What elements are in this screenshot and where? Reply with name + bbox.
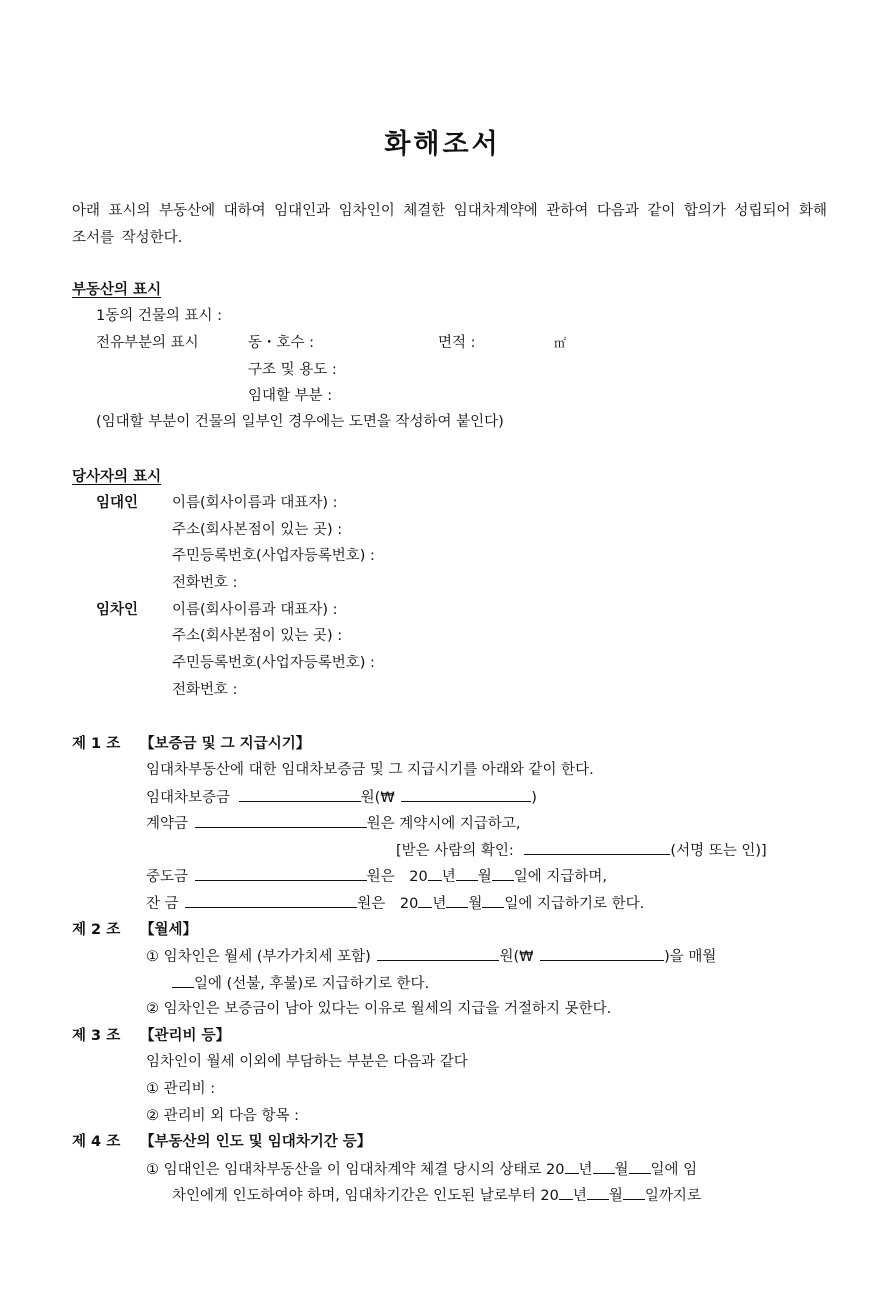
- article3-line1: 임차인이 월세 이외에 부담하는 부분은 다음과 같다: [146, 1054, 468, 1070]
- article1-number: 제 1 조: [72, 736, 121, 752]
- document-title: 화해조서: [384, 129, 501, 160]
- parties-heading: 당사자의 표시: [72, 469, 162, 485]
- contract-tail: 원은 계약시에 지급하고,: [366, 816, 521, 832]
- lessee-name: 이름(회사이름과 대표자) :: [172, 602, 338, 618]
- deposit-amount-blank[interactable]: [239, 787, 361, 802]
- article3-title: 【관리비 등】: [140, 1028, 231, 1044]
- handover-month-label: 월: [614, 1162, 629, 1178]
- intro-paragraph: 아래 표시의 부동산에 대하여 임대인과 임차인이 체결한 임대차계약에 관하여 다음과 같이 합의가 성립되어 화해조서를 작성한다.: [72, 203, 827, 246]
- receipt-tail: (서명 또는 인)]: [670, 843, 767, 859]
- middle-year-blank[interactable]: [428, 866, 442, 881]
- article2-number: 제 2 조: [72, 922, 121, 938]
- term-month-blank[interactable]: [587, 1185, 609, 1200]
- middle-year-label: 년: [441, 869, 456, 885]
- balance-year-prefix: 20: [399, 896, 419, 912]
- article2-item2: ② 임차인은 보증금이 남아 있다는 이유로 월세의 지급을 거절하지 못한다.: [146, 1001, 612, 1017]
- balance-month-label: 월: [468, 896, 483, 912]
- balance-amount-blank[interactable]: [185, 893, 357, 908]
- balance-label: 잔 금: [146, 896, 179, 912]
- middle-label: 중도금: [146, 869, 189, 885]
- term-year-label: 년: [572, 1188, 587, 1204]
- receipt-signature-blank[interactable]: [524, 840, 670, 855]
- balance-won-is: 원은: [357, 896, 386, 912]
- dong-hosu-label: 동・호수 :: [248, 335, 315, 351]
- middle-month-label: 월: [477, 869, 492, 885]
- handover-year-label: 년: [578, 1162, 593, 1178]
- balance-payment-row: [146, 893, 644, 914]
- deposit-won-label: 원(₩: [360, 790, 395, 806]
- middle-day-blank[interactable]: [492, 866, 514, 881]
- structure-label: 구조 및 용도 :: [248, 362, 337, 378]
- middle-tail: 일에 지급하며,: [513, 869, 608, 885]
- lessee-reg-no: 주민등록번호(사업자등록번호) :: [172, 655, 375, 671]
- article2-item1: [146, 946, 716, 967]
- term-day-blank[interactable]: [623, 1185, 645, 1200]
- rent-amount-blank[interactable]: [377, 946, 499, 961]
- term-month-label: 월: [608, 1188, 623, 1204]
- contract-label: 계약금: [146, 816, 189, 832]
- middle-payment-row: [146, 866, 607, 887]
- article1-title: 【보증금 및 그 지급시기】: [140, 736, 311, 752]
- article3-item1: ① 관리비 :: [146, 1081, 216, 1097]
- handover-day-blank[interactable]: [629, 1159, 651, 1174]
- article2-title: 【월세】: [140, 922, 198, 938]
- lessee-address: 주소(회사본점이 있는 곳) :: [172, 628, 343, 644]
- balance-year-blank[interactable]: [418, 893, 432, 908]
- lessor-reg-no: 주민등록번호(사업자등록번호) :: [172, 548, 375, 564]
- balance-tail: 일에 지급하기로 한다.: [504, 896, 645, 912]
- article4-number: 제 4 조: [72, 1134, 121, 1150]
- rent-day-blank[interactable]: [172, 973, 194, 988]
- lessor-name: 이름(회사이름과 대표자) :: [172, 495, 338, 511]
- deposit-row: [146, 787, 537, 808]
- contract-row: [146, 813, 521, 834]
- middle-month-blank[interactable]: [456, 866, 478, 881]
- article4-item1-text: ① 임대인은 임대차부동산을 이 임대차계약 체결 당시의 상태로 20: [146, 1162, 565, 1178]
- rent-numeric-blank[interactable]: [540, 946, 664, 961]
- contract-amount-blank[interactable]: [195, 813, 367, 828]
- lessee-phone: 전화번호 :: [172, 682, 238, 698]
- balance-year-label: 년: [432, 896, 447, 912]
- area-label: 면적 :: [438, 335, 476, 351]
- rent-monthly-label: )을 매월: [664, 949, 717, 965]
- lessee-label: 임차인: [96, 602, 139, 618]
- term-year-blank[interactable]: [559, 1185, 573, 1200]
- deposit-close-paren: ): [531, 790, 537, 806]
- handover-year-blank[interactable]: [565, 1159, 579, 1174]
- exclusive-label: 전유부분의 표시: [96, 335, 199, 351]
- lessor-address: 주소(회사본점이 있는 곳) :: [172, 522, 343, 538]
- middle-year-prefix: 20: [409, 869, 428, 885]
- article2-item1-cont-text: 일에 (선불, 후불)로 지급하기로 한다.: [194, 976, 430, 992]
- deposit-numeric-blank[interactable]: [401, 787, 531, 802]
- article4-item1-cont: [172, 1185, 701, 1206]
- handover-day-label: 일에 임: [650, 1162, 698, 1178]
- article1-line1: 임대차부동산에 대한 임대차보증금 및 그 지급시기를 아래와 같이 한다.: [146, 762, 594, 778]
- receipt-label: [받은 사람의 확인:: [396, 843, 514, 859]
- middle-won-is: 원은: [366, 869, 395, 885]
- rent-won-label: 원(₩: [499, 949, 534, 965]
- receipt-row: [396, 840, 767, 861]
- article4-line2-text: 차인에게 인도하여야 하며, 임대차기간은 인도된 날로부터 20: [172, 1188, 559, 1204]
- building-label: 1동의 건물의 표시 :: [96, 308, 222, 324]
- deposit-label: 임대차보증금: [146, 790, 231, 806]
- article4-item1: [146, 1159, 697, 1180]
- balance-month-blank[interactable]: [446, 893, 468, 908]
- lessor-label: 임대인: [96, 495, 139, 511]
- article3-number: 제 3 조: [72, 1028, 121, 1044]
- property-heading: 부동산의 표시: [72, 282, 162, 298]
- property-note: (임대할 부분이 건물의 일부인 경우에는 도면을 작성하여 붙인다): [96, 414, 504, 430]
- lessor-phone: 전화번호 :: [172, 575, 238, 591]
- lease-part-label: 임대할 부분 :: [248, 388, 333, 404]
- article4-title: 【부동산의 인도 및 임대차기간 등】: [140, 1134, 372, 1150]
- balance-day-blank[interactable]: [482, 893, 504, 908]
- middle-amount-blank[interactable]: [195, 866, 367, 881]
- article2-item1-text: ① 임차인은 월세 (부가가치세 포함): [146, 949, 371, 965]
- area-unit: ㎡: [554, 336, 567, 350]
- handover-month-blank[interactable]: [593, 1159, 615, 1174]
- article3-item2: ② 관리비 외 다음 항목 :: [146, 1108, 299, 1124]
- article2-item1-cont: [172, 973, 429, 994]
- term-tail: 일까지로: [644, 1188, 701, 1204]
